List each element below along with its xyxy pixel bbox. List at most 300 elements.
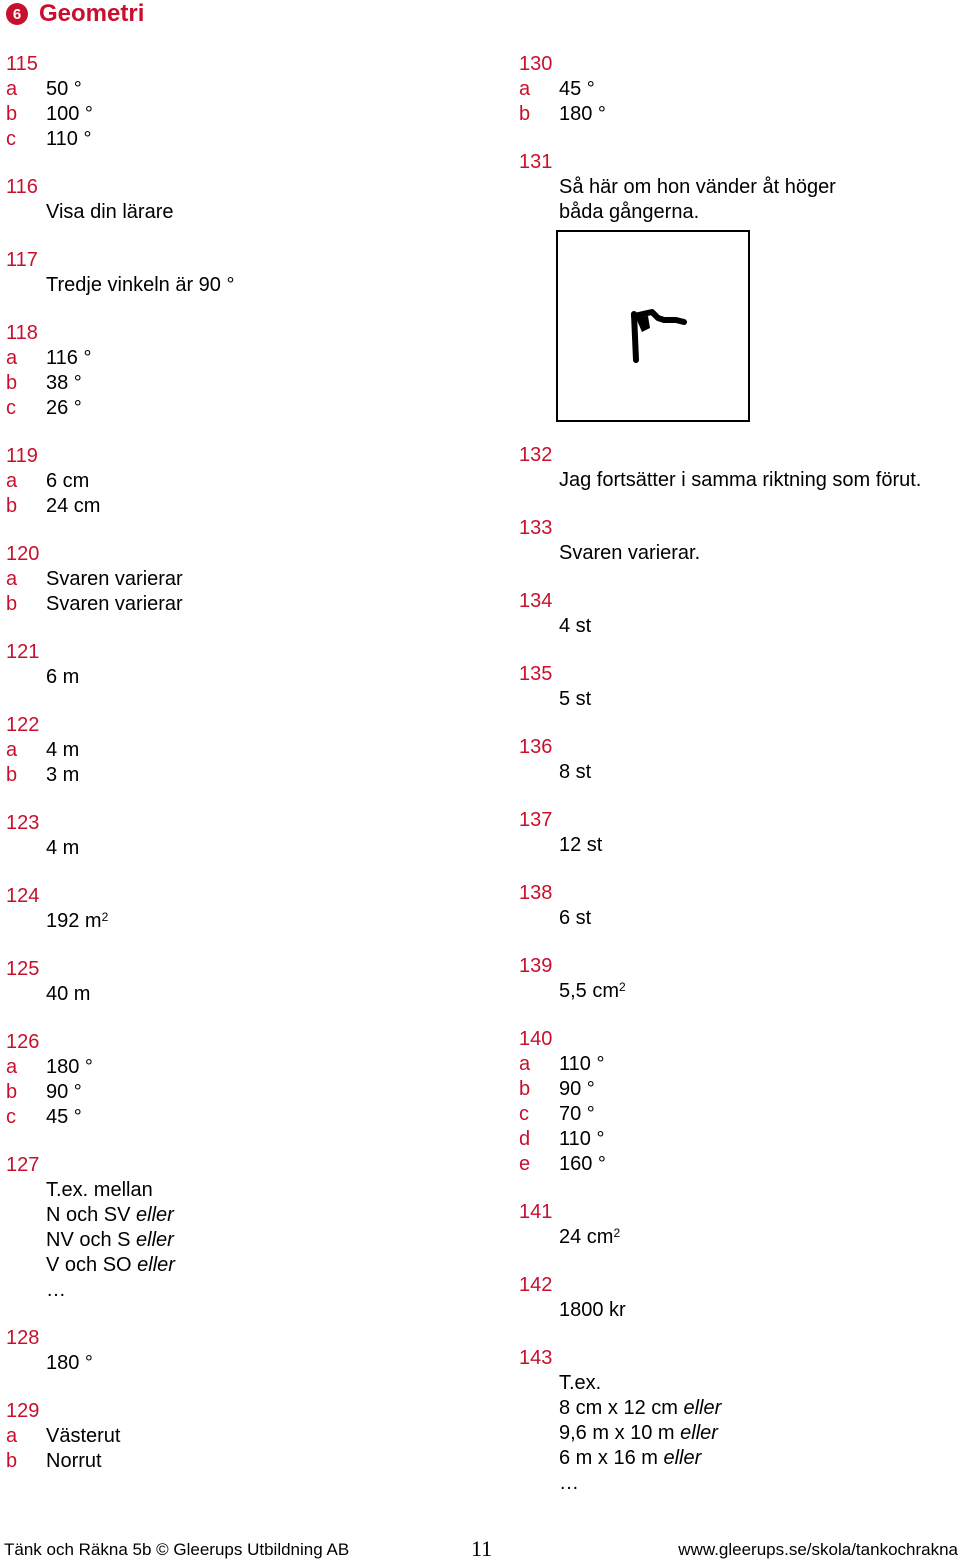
answer-text [559,833,959,858]
answer-text [559,1127,959,1152]
problem-number: 122 [6,714,40,736]
answer-letter [519,1396,559,1421]
superscript: 2 [619,980,626,994]
answer-row [6,1253,476,1278]
answer-letter [6,273,46,298]
answer-value: 90 ° [559,1078,595,1100]
answer-letter: a [6,347,18,369]
problem-number: 139 [519,955,553,977]
answer-row [6,200,476,225]
spacer [519,858,959,881]
answer-text [559,541,959,566]
spacer [519,1250,959,1273]
spacer [519,1496,959,1519]
answer-letter: b [6,495,18,517]
answer-row [6,1424,476,1449]
answer-italic: eller [137,1254,175,1276]
answer-text [46,469,476,494]
answer-text [46,1203,476,1228]
answer-text [46,200,476,225]
answer-letter [6,1228,46,1253]
answer-text [559,1421,959,1446]
answer-row [6,77,476,102]
answer-row [519,1471,959,1496]
answer-letter: a [6,1425,18,1447]
answer-letter [519,760,559,785]
answer-text [559,200,959,225]
answer-italic: eller [136,1229,174,1251]
answer-text [46,836,476,861]
answer-value: 5,5 cm [559,980,620,1002]
answer-text [559,979,959,1004]
answer-text [46,1055,476,1080]
answer-row [6,469,476,494]
problem-128 [6,1326,476,1376]
answer-value: 38 ° [46,372,82,394]
answer-text [559,1298,959,1323]
answer-letter: a [519,1053,531,1075]
answer-value: 50 ° [46,78,82,100]
answer-row [519,687,959,712]
answer-text [46,738,476,763]
answer-letter [6,665,46,690]
answer-row [6,738,476,763]
answer-text [46,1424,476,1449]
answer-text [559,175,959,200]
answer-row [519,468,959,493]
answer-text [559,1371,959,1396]
answer-value: 24 cm [46,495,101,517]
problem-number: 135 [519,663,553,685]
answer-row [6,1449,476,1474]
answer-value: 8 st [559,761,592,783]
answer-letter: a [519,78,531,100]
problem-number: 131 [519,151,553,173]
spacer [519,566,959,589]
spacer [6,1376,476,1399]
answer-letter [519,833,559,858]
problem-number: 134 [519,590,553,612]
superscript: 2 [101,910,109,924]
answer-row [6,909,476,934]
spacer [519,931,959,954]
answer-value: 9,6 m x 10 m [559,1422,681,1444]
answer-row [6,1351,476,1376]
answer-value: 90 ° [46,1081,82,1103]
answer-text [559,614,959,639]
answer-row [519,1127,959,1152]
answer-text [46,371,476,396]
answer-row [519,979,959,1004]
problem-number: 125 [6,958,40,980]
answer-text [46,1105,476,1130]
answer-value: 192 m [46,910,102,932]
problem-132 [519,443,959,493]
spacer [6,1474,476,1497]
problem-139 [519,954,959,1004]
answer-letter [519,200,559,225]
answer-letter [519,541,559,566]
problem-142 [519,1273,959,1323]
answer-value: 6 st [559,907,592,929]
answer-value: 8 cm x 12 cm [559,1397,684,1419]
problem-number: 138 [519,882,553,904]
answer-text [559,1471,959,1496]
answer-value: 45 ° [559,78,595,100]
answer-letter [519,906,559,931]
answer-value: 180 ° [46,1352,93,1374]
answer-row [6,592,476,617]
problem-126 [6,1030,476,1130]
answer-row [519,77,959,102]
answer-value: NV och S [46,1229,137,1251]
answer-letter [6,909,46,934]
problem-124 [6,884,476,934]
answer-value: 110 ° [559,1053,605,1075]
answer-row [6,1055,476,1080]
answer-letter: b [6,593,18,615]
answer-value: Visa din lärare [46,201,174,223]
answer-letter [519,1471,559,1496]
spacer [6,519,476,542]
answer-value: Tredje vinkeln är 90 ° [46,274,235,296]
answer-text [559,1396,959,1421]
answer-row [519,614,959,639]
answer-row [6,127,476,152]
answer-letter [519,1371,559,1396]
answer-letter [6,200,46,225]
answer-row [519,1225,959,1250]
answer-italic: eller [136,1204,174,1226]
answer-row [6,396,476,421]
answer-letter [6,982,46,1007]
answer-text [46,763,476,788]
answer-letter [6,1178,46,1203]
spacer [519,785,959,808]
answer-value: T.ex. [559,1372,602,1394]
answer-row [519,1077,959,1102]
answer-row [519,1371,959,1396]
answer-value: T.ex. mellan [46,1179,153,1201]
answer-text [559,760,959,785]
problem-number: 115 [6,53,38,75]
spacer [6,861,476,884]
problem-134 [519,589,959,639]
answer-value: 26 ° [46,397,82,419]
answer-row [519,1102,959,1127]
problem-143 [519,1346,959,1496]
answer-row [6,102,476,127]
answer-value: 3 m [46,764,80,786]
problem-number: 127 [6,1154,40,1176]
answer-letter [519,1446,559,1471]
problem-123 [6,811,476,861]
answer-letter: c [519,1103,529,1125]
answer-value: Svaren varierar [46,593,183,615]
problem-number: 141 [519,1201,553,1223]
problem-136 [519,735,959,785]
answer-row [519,175,959,200]
answer-row [6,836,476,861]
answer-letter: b [6,764,18,786]
answer-row [6,567,476,592]
spacer [6,934,476,957]
spacer [6,421,476,444]
answer-value: 6 m x 16 m [559,1447,664,1469]
problem-number: 133 [519,517,553,539]
answer-letter [519,1421,559,1446]
answer-row [6,1203,476,1228]
answer-letter: b [6,372,18,394]
problem-121 [6,640,476,690]
answer-text [46,592,476,617]
answer-row [6,982,476,1007]
answer-value: Norrut [46,1450,102,1472]
answer-letter [519,687,559,712]
problem-138 [519,881,959,931]
answer-row [519,1052,959,1077]
answer-text [46,567,476,592]
answer-letter: a [6,739,18,761]
answer-text [46,1253,476,1278]
problem-140 [519,1027,959,1177]
answer-value: båda gångerna. [559,201,700,223]
problem-115 [6,52,476,152]
answer-letter [6,1351,46,1376]
problem-117 [6,248,476,298]
answer-value: 24 cm [559,1226,614,1248]
problem-141 [519,1200,959,1250]
problem-number: 120 [6,543,40,565]
problem-number: 126 [6,1031,40,1053]
answer-letter [519,1298,559,1323]
answer-text [46,346,476,371]
page-number: 11 [471,1536,493,1561]
answer-value: Svaren varierar. [559,542,701,564]
answer-letter [519,979,559,1004]
problem-number: 137 [519,809,553,831]
answer-row [519,541,959,566]
chapter-header [6,0,144,28]
problem-118 [6,321,476,421]
spacer [519,1004,959,1027]
answer-letter: a [6,78,18,100]
answer-value: … [46,1279,66,1301]
answer-text [46,1228,476,1253]
problem-135 [519,662,959,712]
answer-text [46,494,476,519]
answer-letter: a [6,470,18,492]
answer-text [46,127,476,152]
answer-letter: b [6,1450,18,1472]
answer-value: 160 ° [559,1153,606,1175]
problem-number: 119 [6,445,38,467]
answer-row [6,346,476,371]
answer-letter [6,1203,46,1228]
spacer [6,617,476,640]
answer-text [559,687,959,712]
answer-text [46,982,476,1007]
spacer [519,1177,959,1200]
answer-letter: d [519,1128,531,1150]
answer-value: 70 ° [559,1103,595,1125]
answer-row [6,1105,476,1130]
answer-value: N och SV [46,1204,137,1226]
answer-letter [6,1253,46,1278]
answer-row [6,494,476,519]
answer-row [6,1178,476,1203]
answer-letter [519,1225,559,1250]
problem-119 [6,444,476,519]
answer-text [46,1178,476,1203]
footer-url[interactable]: www.gleerups.se/skola/tankochrakna [678,1540,958,1559]
spacer [519,127,959,150]
spacer [6,1007,476,1030]
answer-row [519,1396,959,1421]
answer-letter [519,175,559,200]
answer-letter [519,614,559,639]
problem-number: 136 [519,736,553,758]
answer-text [559,1102,959,1127]
answer-value: 4 m [46,739,80,761]
problem-129 [6,1399,476,1474]
answer-value: 6 m [46,666,80,688]
answer-row [6,273,476,298]
answer-value: 100 ° [46,103,93,125]
problem-130 [519,52,959,127]
answer-letter: b [6,1081,18,1103]
problem-125 [6,957,476,1007]
spacer [519,1323,959,1346]
answer-value: 6 cm [46,470,90,492]
problem-122 [6,713,476,788]
problem-116 [6,175,476,225]
answer-text [559,1225,959,1250]
footer-copyright: Tänk och Räkna 5b © Gleerups Utbildning AB [4,1540,350,1559]
answer-text [46,1080,476,1105]
answer-text [559,102,959,127]
problem-number: 123 [6,812,40,834]
problem-131 [519,150,959,225]
answer-value: 180 ° [46,1056,93,1078]
spacer [6,225,476,248]
answer-value: 110 ° [46,128,92,150]
answer-row [519,760,959,785]
problem-133 [519,516,959,566]
answer-row [519,200,959,225]
answer-text [559,1152,959,1177]
answer-value: 5 st [559,688,592,710]
answer-italic: eller [680,1422,718,1444]
problem-number: 117 [6,249,38,271]
problem-number: 118 [6,322,38,344]
answer-text [559,468,959,493]
answer-value: V och SO [46,1254,138,1276]
answer-row [519,1298,959,1323]
answer-value: 45 ° [46,1106,82,1128]
answer-row [519,1446,959,1471]
problem-120 [6,542,476,617]
answer-value: 180 ° [559,103,606,125]
answer-letter: b [6,103,18,125]
answer-value: 40 m [46,983,91,1005]
answer-row [519,1152,959,1177]
spacer [6,1130,476,1153]
answer-letter: a [6,568,18,590]
answer-value: 12 st [559,834,603,856]
answer-value: Så här om hon vänder åt höger [559,176,836,198]
answer-row [6,1080,476,1105]
answer-text [46,396,476,421]
answer-row [519,102,959,127]
answer-row [6,1228,476,1253]
answer-text [46,1449,476,1474]
answer-row [519,906,959,931]
spacer [6,788,476,811]
spacer [519,639,959,662]
answer-row [6,1278,476,1303]
spacer [519,493,959,516]
answer-value: 110 ° [559,1128,605,1150]
answer-value: … [559,1472,579,1494]
problem-number: 124 [6,885,40,907]
spacer [6,1303,476,1326]
problem-number: 130 [519,53,553,75]
answer-text [46,1351,476,1376]
answer-row [519,833,959,858]
problem-number: 142 [519,1274,553,1296]
answer-letter: c [6,128,16,150]
answer-text [559,1446,959,1471]
answer-value: Västerut [46,1425,121,1447]
spacer [519,712,959,735]
answer-letter [519,468,559,493]
answer-text [46,273,476,298]
answer-italic: eller [663,1447,702,1469]
answer-text [46,102,476,127]
answer-row [6,763,476,788]
answer-letter [6,836,46,861]
problem-number: 132 [519,444,553,466]
answer-letter: b [519,1078,531,1100]
answer-letter: c [6,397,16,419]
answer-text [46,665,476,690]
answer-text [559,906,959,931]
answer-row [6,665,476,690]
answer-italic: eller [683,1397,722,1419]
problem-number: 143 [519,1347,553,1369]
problem-127 [6,1153,476,1303]
spacer [6,152,476,175]
answer-value: 4 st [559,615,592,637]
turn-right-drawing [556,230,750,422]
answer-letter: c [6,1106,16,1128]
problem-number: 140 [519,1028,553,1050]
answer-value: 4 m [46,837,80,859]
answer-letter: e [519,1153,531,1175]
answer-value: 116 ° [46,347,92,369]
answer-text [559,77,959,102]
problem-137 [519,808,959,858]
answer-letter: a [6,1056,18,1078]
answer-letter [6,1278,46,1303]
problem-number: 129 [6,1400,40,1422]
answer-text [559,1052,959,1077]
problem-number: 116 [6,176,38,198]
problem-number: 128 [6,1327,40,1349]
answer-letter: b [519,103,531,125]
spacer [6,298,476,321]
